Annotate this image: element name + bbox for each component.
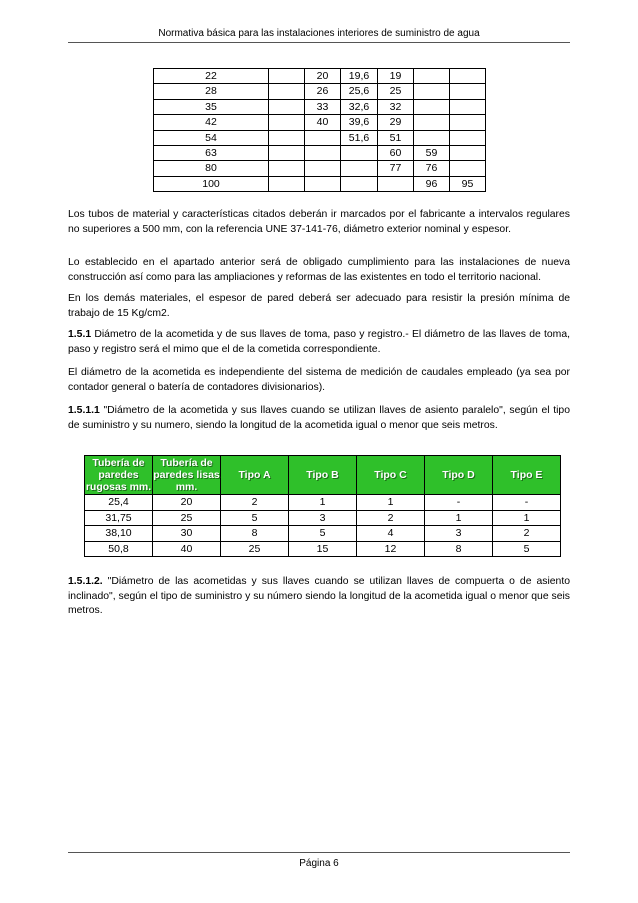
table-cell: [414, 84, 450, 99]
table-cell: 25: [378, 84, 414, 99]
table-cell: [269, 130, 305, 145]
table-cell: [414, 115, 450, 130]
table-row: [85, 495, 561, 511]
table-cell: [269, 69, 305, 84]
table-row: [154, 130, 486, 145]
acometida-table: [84, 455, 561, 557]
section-text: Diámetro de la acometida y de sus llaves de toma, paso y registro.- El diámetro de las llaves de toma, paso y registro será el mimo que el de la cometida correspondiente.: [68, 329, 570, 355]
table-cell: 59: [414, 146, 450, 161]
table-header-row: [85, 456, 561, 495]
table-cell: [305, 146, 341, 161]
table-cell: 40: [153, 541, 221, 557]
header-lisas: [153, 456, 221, 495]
table-cell: [269, 84, 305, 99]
section-text: "Diámetro de la acometida y sus llaves cuando se utilizan llaves de asiento paralelo", según el tipo de suministro y su numero, siendo la longitud de la acometida igual o menor que seis metros.: [68, 405, 570, 431]
table-cell: 50,8: [85, 541, 153, 557]
table-row: [85, 526, 561, 542]
header-tipo-a: Tipo A: [221, 456, 289, 495]
table-cell: 60: [378, 146, 414, 161]
table-cell: [450, 146, 486, 161]
table-cell: [305, 176, 341, 191]
section-number: 1.5.1.1: [68, 405, 100, 416]
paragraph-wall-thickness: En los demás materiales, el espesor de pared deberá ser adecuado para resistir la presión mínima de trabajo de 15 Kg/cm2.: [68, 293, 570, 319]
table-row: [154, 69, 486, 84]
table-row: [85, 541, 561, 557]
table-cell: 33: [305, 99, 341, 114]
table-cell: [269, 115, 305, 130]
table-cell: [414, 130, 450, 145]
header-rugosas: [85, 456, 153, 495]
table-cell: [450, 84, 486, 99]
table-cell: [341, 146, 378, 161]
table-cell: 25,4: [85, 495, 153, 511]
table-cell: -: [493, 495, 561, 511]
table-cell: 20: [305, 69, 341, 84]
table-cell: 32: [378, 99, 414, 114]
table-cell: [305, 161, 341, 176]
table-row: [154, 99, 486, 114]
table-cell: 3: [289, 510, 357, 526]
table-cell: 39,6: [341, 115, 378, 130]
table-cell: [414, 69, 450, 84]
paragraph-section-151: [68, 328, 570, 357]
table-cell: [414, 99, 450, 114]
table-cell: 51,6: [341, 130, 378, 145]
header-tipo-d: Tipo D: [425, 456, 493, 495]
table-cell: 40: [305, 115, 341, 130]
paragraph-independent: El diámetro de la acometida es independiente del sistema de medición de caudales empleado (ya sea por contador general o batería de contadores divisionarios).: [68, 367, 570, 393]
table-cell: 25,6: [341, 84, 378, 99]
table-cell: 8: [425, 541, 493, 557]
paragraph-section-1512: [68, 575, 570, 619]
table-cell: [269, 99, 305, 114]
table-cell: [378, 176, 414, 191]
table-cell: 54: [154, 130, 269, 145]
table-cell: 29: [378, 115, 414, 130]
page-footer: Página 6: [299, 858, 339, 869]
table-cell: 1: [357, 495, 425, 511]
table-cell: 25: [221, 541, 289, 557]
table-row: [154, 161, 486, 176]
table-cell: [450, 130, 486, 145]
table-cell: 4: [357, 526, 425, 542]
paragraph-obligation: Lo establecido en el apartado anterior será de obligado cumplimiento para las instalaciones de nueva construcción así como para las ampliaciones y reformas de las existentes en todo el territorio nacional.: [68, 257, 570, 283]
table-cell: -: [425, 495, 493, 511]
table-cell: 100: [154, 176, 269, 191]
header-line: rugosas mm.: [85, 481, 152, 493]
table-row: [154, 84, 486, 99]
table-cell: 31,75: [85, 510, 153, 526]
table-cell: 2: [221, 495, 289, 511]
paragraph-section-1511: [68, 404, 570, 433]
table-cell: 12: [357, 541, 425, 557]
table-cell: 32,6: [341, 99, 378, 114]
table-cell: 19: [378, 69, 414, 84]
paragraph-marking: Los tubos de material y características citados deberán ir marcados por el fabricante a intervalos regulares no superiores a 500 mm, con la referencia UNE 37-141-76, diámetro exterior nominal y espesor.: [68, 209, 570, 235]
table-cell: 77: [378, 161, 414, 176]
header-line: paredes lisas: [153, 469, 220, 481]
table-cell: [450, 115, 486, 130]
table-cell: 20: [153, 495, 221, 511]
header-line: Tubería de: [92, 457, 145, 469]
header-line: mm.: [175, 481, 198, 493]
table-row: [154, 146, 486, 161]
table-cell: 42: [154, 115, 269, 130]
header-line: paredes: [98, 469, 139, 481]
header-tipo-e: Tipo E: [493, 456, 561, 495]
table-cell: 95: [450, 176, 486, 191]
table-cell: 35: [154, 99, 269, 114]
table-row: [85, 510, 561, 526]
diameter-table: [153, 68, 486, 192]
table-cell: [450, 161, 486, 176]
table-cell: [341, 176, 378, 191]
table-cell: [269, 146, 305, 161]
table-cell: 5: [221, 510, 289, 526]
table-row: [154, 115, 486, 130]
section-number: 1.5.1: [68, 329, 92, 340]
table-cell: 1: [493, 510, 561, 526]
table-cell: 80: [154, 161, 269, 176]
table-cell: [450, 99, 486, 114]
page-header: Normativa básica para las instalaciones interiores de suministro de agua: [158, 28, 480, 39]
table-cell: 96: [414, 176, 450, 191]
table-cell: 15: [289, 541, 357, 557]
table-cell: 76: [414, 161, 450, 176]
header-tipo-c: Tipo C: [357, 456, 425, 495]
table-cell: 63: [154, 146, 269, 161]
table-cell: 28: [154, 84, 269, 99]
table-cell: 5: [493, 541, 561, 557]
table-cell: 2: [493, 526, 561, 542]
table-cell: 51: [378, 130, 414, 145]
table-cell: [305, 130, 341, 145]
table-cell: [341, 161, 378, 176]
table-cell: [269, 176, 305, 191]
table-cell: 1: [425, 510, 493, 526]
table-cell: 26: [305, 84, 341, 99]
table-cell: 30: [153, 526, 221, 542]
table-cell: 25: [153, 510, 221, 526]
table-cell: [269, 161, 305, 176]
section-number: 1.5.1.2.: [68, 576, 103, 587]
table-cell: 5: [289, 526, 357, 542]
footer-rule: [68, 852, 570, 853]
table-cell: 1: [289, 495, 357, 511]
section-text: "Diámetro de las acometidas y sus llaves cuando se utilizan llaves de compuerta o de asiento inclinado", según el tipo de suministro y su número siendo la longitud de la acometida igual o menor que seis metros.: [68, 576, 570, 616]
header-tipo-b: Tipo B: [289, 456, 357, 495]
table-row: [154, 176, 486, 191]
header-line: Tubería de: [160, 457, 213, 469]
table-cell: 3: [425, 526, 493, 542]
table-cell: 8: [221, 526, 289, 542]
table-cell: 38,10: [85, 526, 153, 542]
header-rule: [68, 42, 570, 43]
table-cell: 2: [357, 510, 425, 526]
table-cell: [450, 69, 486, 84]
table-cell: 22: [154, 69, 269, 84]
table-cell: 19,6: [341, 69, 378, 84]
